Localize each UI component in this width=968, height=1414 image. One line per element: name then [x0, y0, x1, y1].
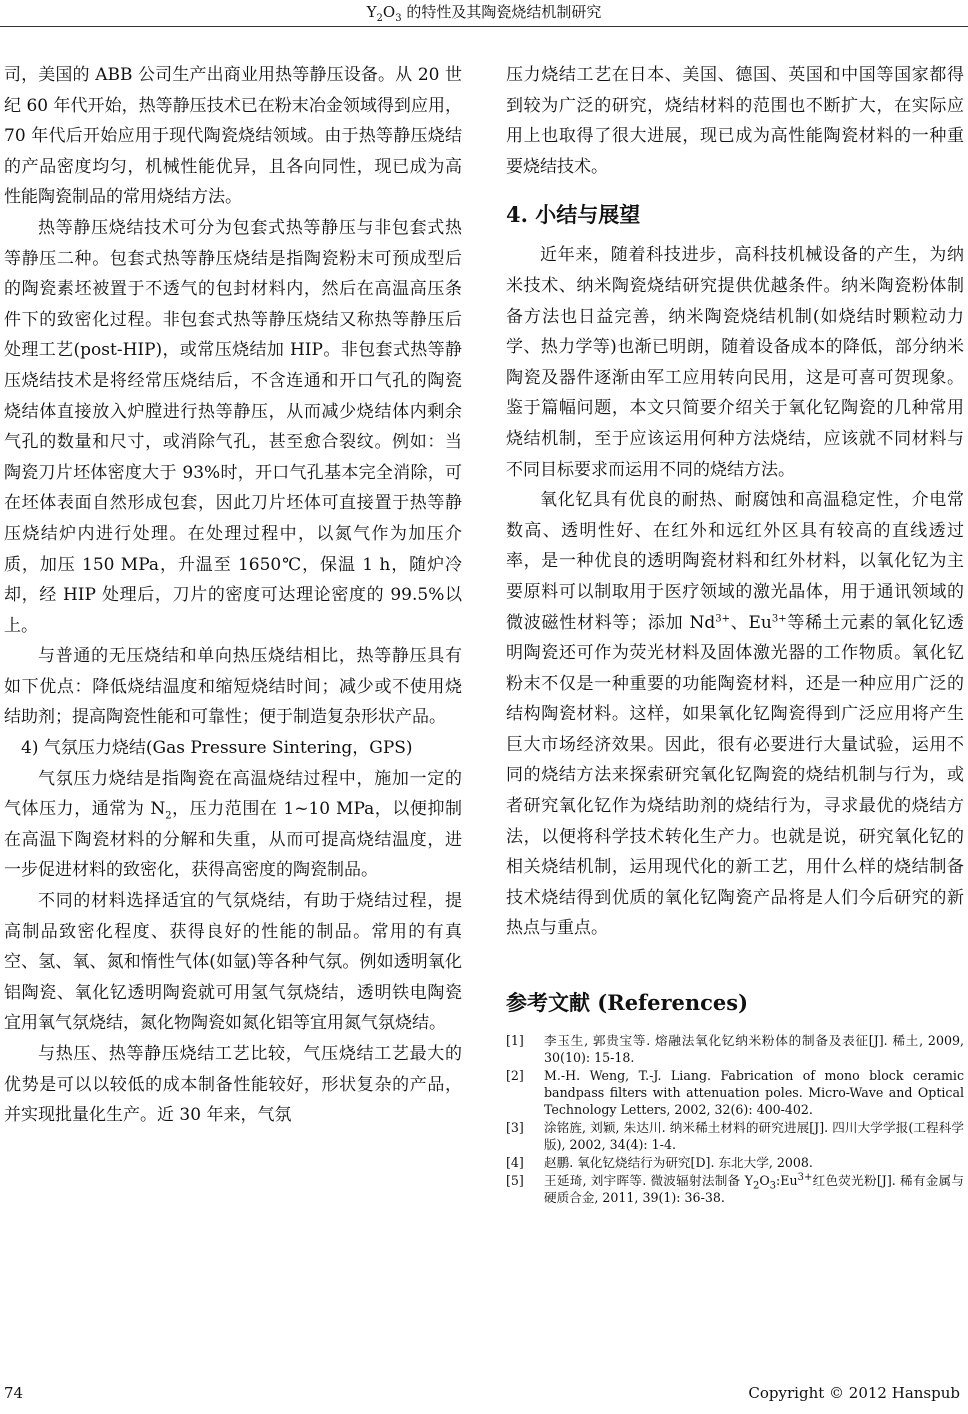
section-heading: 4. 小结与展望: [506, 202, 641, 228]
copyright-notice: Copyright © 2012 Hanspub: [748, 1384, 960, 1402]
paragraph: 氧化钇具有优良的耐热、耐腐蚀和高温稳定性，介电常数高、透明性好、在红外和远红外区具有较高的直线透过率，是一种优良的透明陶瓷材料和红外材料，以氧化钇为主要原料可以制取用于医疗领域的激光晶体，用于通讯领域的微波磁性材料等；添加 $Nd^{3+}$、$Eu^{3+}$等稀土元素的氧化钇透明陶瓷还可作为荧光材料及固体激光器的工作物质。氧化钇粉末不仅是一种重要的功能陶瓷材料，还是一种应用广泛的结构陶瓷材料。这样，如果氧化钇陶瓷得到广泛应用将产生巨大市场经济效果。因此，很有必要进行大量试验，运用不同的烧结方法来探索研究氧化钇陶瓷的烧结机制与行为，或者研究氧化钇作为烧结助剂的烧结行为，寻求最优的烧结方法，以便将科学技术转化生产力。也就是说，研究氧化钇的相关烧结机制，运用现代化的新工艺，用什么样的烧结制备技术烧结得到优质的氧化钇陶瓷产品将是人们今后研究的新热点与重点。: [506, 490, 965, 939]
subsection-heading: 4) 气氛压力烧结(Gas Pressure Sintering，GPS): [21, 738, 413, 759]
references-heading: 参考文献 (References): [506, 990, 749, 1016]
page-number: 74: [4, 1384, 24, 1402]
paragraph: 司，美国的 ABB 公司生产出商业用热等静压设备。从 20 世纪 60 年代开始，热等静压技术已在粉末冶金领域得到应用，70 年代后开始应用于现代陶瓷烧结领域。由于热等静压烧结的产品密度均匀，机械性能优异，且各向同性，现已成为高性能陶瓷制品的常用烧结方法。: [4, 65, 462, 208]
running-header: [0, 0, 968, 27]
reference-item: [3] 涂铭旌, 刘颖, 朱达川. 纳米稀土材料的研究进展[J]. 四川大学学报(工程科学版), 2002, 34(4): 1-4.: [506, 1120, 964, 1153]
paragraph: 与热压、热等静压烧结工艺比较，气压烧结工艺最大的优势是可以以较低的成本制备性能较好，形状复杂的产品，并实现批量化生产。近 30 年来，气氛: [4, 1044, 462, 1126]
reference-item: [2] M.-H. Weng, T.-J. Liang. Fabrication of mono block ceramic bandpass filters with attenuation poles. Micro-Wave and Optical Technology Letters, 2002, 32(6): 400-402.: [506, 1068, 964, 1118]
paragraph: 气氛压力烧结是指陶瓷在高温烧结过程中，施加一定的气体压力，通常为 $N_2$，压力范围在 1~10 MPa，以便抑制在高温下陶瓷材料的分解和失重，从而可提高烧结温度，进一步促进材料的致密化，获得高密度的陶瓷制品。: [4, 768, 462, 881]
reference-item: [1] 李玉生, 郭贵宝等. 熔融法氧化钇纳米粉体的制备及表征[J]. 稀土, 2009, 30(10): 15-18.: [506, 1033, 964, 1066]
paragraph: 压力烧结工艺在日本、美国、德国、英国和中国等国家都得到较为广泛的研究，烧结材料的范围也不断扩大，在实际应用上也取得了很大进展，现已成为高性能陶瓷材料的一种重要烧结技术。: [506, 65, 964, 177]
reference-list: [506, 1032, 964, 1206]
paragraph: 近年来，随着科技进步，高科技机械设备的产生，为纳米技术、纳米陶瓷烧结研究提供优越条件。纳米陶瓷粉体制备方法也日益完善，纳米陶瓷烧结机制(如烧结时颗粒动力学、热力学等)也渐已明朗，随着设备成本的降低，部分纳米陶瓷及器件逐渐由军工应用转向民用，这是可喜可贺现象。鉴于篇幅问题，本文只简要介绍关于氧化钇陶瓷的几种常用烧结机制，至于应该运用何种方法烧结，应该就不同材料与不同目标要求而运用不同的烧结方法。: [506, 245, 964, 480]
paragraph: 与普通的无压烧结和单向热压烧结相比，热等静压具有如下优点：降低烧结温度和缩短烧结时间；减少或不使用烧结助剂；提高陶瓷性能和可靠性；便于制造复杂形状产品。: [4, 646, 462, 728]
header-title: $Y_2O_3$ 的特性及其陶瓷烧结机制研究: [366, 3, 602, 24]
left-column: [4, 60, 462, 1131]
reference-item: [4] 赵鹏. 氧化钇烧结行为研究[D]. 东北大学, 2008.: [506, 1155, 813, 1171]
reference-item: [5] 王延琦, 刘宇晖等. 微波辐射法制备 $Y_2O_3:Eu^{3+}$红色荧光粉[J]. 稀有金属与硬质合金, 2011, 39(1): 36-38.: [506, 1171, 964, 1206]
right-column: [506, 60, 964, 1207]
paragraph: 热等静压烧结技术可分为包套式热等静压与非包套式热等静压二种。包套式热等静压烧结是指陶瓷粉末可预成型后的陶瓷素坯被置于不透气的包封材料内，然后在高温高压条件下的致密化过程。非包套式热等静压烧结又称热等静压后处理工艺(post-HIP)，或常压烧结加 HIP。非包套式热等静压烧结技术是将经常压烧结后，不含连通和开口气孔的陶瓷烧结体直接放入炉膛进行热等静压，从而减少烧结体内剩余气孔的数量和尺寸，或消除气孔，甚至愈合裂纹。例如：当陶瓷刀片坯体密度大于 93%时，开口气孔基本完全消除，可在坯体表面自然形成包套，因此刀片坯体可直接置于热等静压烧结炉内进行处理。在处理过程中，以氮气作为加压介质，加压 150 MPa，升温至 1650℃，保温 1 h，随炉冷却，经 HIP 处理后，刀片的密度可达理论密度的 99.5%以上。: [4, 217, 462, 636]
paragraph: 不同的材料选择适宜的气氛烧结，有助于烧结过程，提高制品致密化程度、获得良好的性能的制品。常用的有真空、氢、氧、氮和惰性气体(如氩)等各种气氛。例如透明氧化铝陶瓷、氧化钇透明陶瓷就可用氢气氛烧结，透明铁电陶瓷宜用氧气氛烧结，氮化物陶瓷如氮化铝等宜用氮气氛烧结。: [4, 891, 462, 1034]
